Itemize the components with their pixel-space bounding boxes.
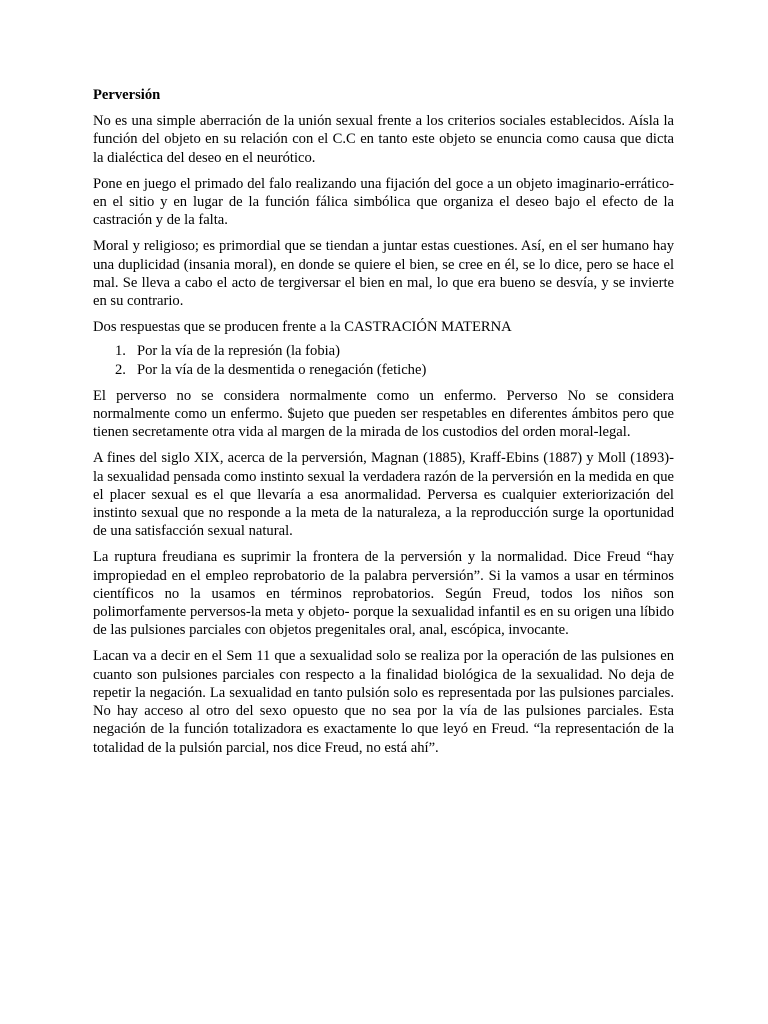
paragraph-castracion: Dos respuestas que se producen frente a la CASTRACIÓN MATERNA (93, 319, 512, 336)
list-item (93, 361, 674, 379)
list-item-number: 1. (115, 343, 126, 360)
document-title: Perversión (93, 87, 161, 103)
paragraph-moral: Moral y religioso; es primordial que se tiendan a juntar estas cuestiones. Así, en el ser humano hay una duplicidad (insania moral), en donde se quiere el bien, se cree en él, se lo dice, pero se hace el mal. Se lleva a cabo el acto de tergiversar el bien en mal, lo que era bueno se desvía, y se invierte en su contrario. (93, 238, 674, 310)
list-item-number: 2. (115, 361, 126, 378)
list-item-text: Por la vía de la desmentida o renegación (fetiche) (137, 361, 427, 378)
list-item-text: Por la vía de la represión (la fobia) (137, 343, 341, 360)
responses-list (93, 342, 674, 378)
list-item (93, 342, 674, 360)
paragraph-definition: No es una simple aberración de la unión sexual frente a los criterios sociales establecidos. Aísla la función del objeto en su relación con el C.C en tanto este objeto se enuncia como causa que dicta la dialéctica del deseo en el neurótico. (93, 113, 674, 166)
document-page (93, 86, 674, 765)
paragraph-ruptura-freudiana: La ruptura freudiana es suprimir la frontera de la perversión y la normalidad. Dice Freud “hay impropiedad en el empleo reprobatorio de la palabra perversión”. Si la vamos a usar en términos científicos no la usamos en términos reprobatorios. Según Freud, todos los niños son polimorfamente perversos-la meta y objeto- porque la sexualidad infantil es en su origen una líbido de las pulsiones parciales con objetos pregenitales oral, anal, escópica, invocante. (93, 549, 674, 639)
paragraph-siglo-xix: A fines del siglo XIX, acerca de la perversión, Magnan (1885), Kraff-Ebins (1887) y Moll (1893)- la sexualidad pensada como instinto sexual la verdadera razón de la perversión en la medida en que el placer sexual es el que llevaría a esa anormalidad. Perversa es cualquier exteriorización del instinto sexual que no responde a la meta de la naturaleza, a la reproducción surge la oportunidad de una satisfacción sexual natural. (93, 450, 674, 540)
paragraph-lacan: Lacan va a decir en el Sem 11 que a sexualidad solo se realiza por la operación de las pulsiones en cuanto son pulsiones parciales con respecto a la finalidad biológica de la sexualidad. No deja de repetir la negación. La sexualidad en tanto pulsión solo es representada por las pulsiones parciales. No hay acceso al otro del sexo opuesto que no sea por la vía de las pulsiones parciales. Esta negación de la función totalizadora es exactamente lo que leyó en Freud. “la representación de la totalidad de la pulsión parcial, nos dice Freud, no está ahí”. (93, 648, 674, 756)
paragraph-perverso: El perverso no se considera normalmente como un enfermo. Perverso No se considera normalmente como un enfermo. $ujeto que pueden ser respetables en diferentes ámbitos pero que tienen secretamente otra vida al margen de la mirada de los custodios del orden moral-legal. (93, 387, 674, 441)
paragraph-falo: Pone en juego el primado del falo realizando una fijación del goce a un objeto imaginario-errático- en el sitio y en lugar de la función fálica simbólica que organiza el deseo bajo el efecto de la castración y de la falta. (93, 175, 674, 229)
